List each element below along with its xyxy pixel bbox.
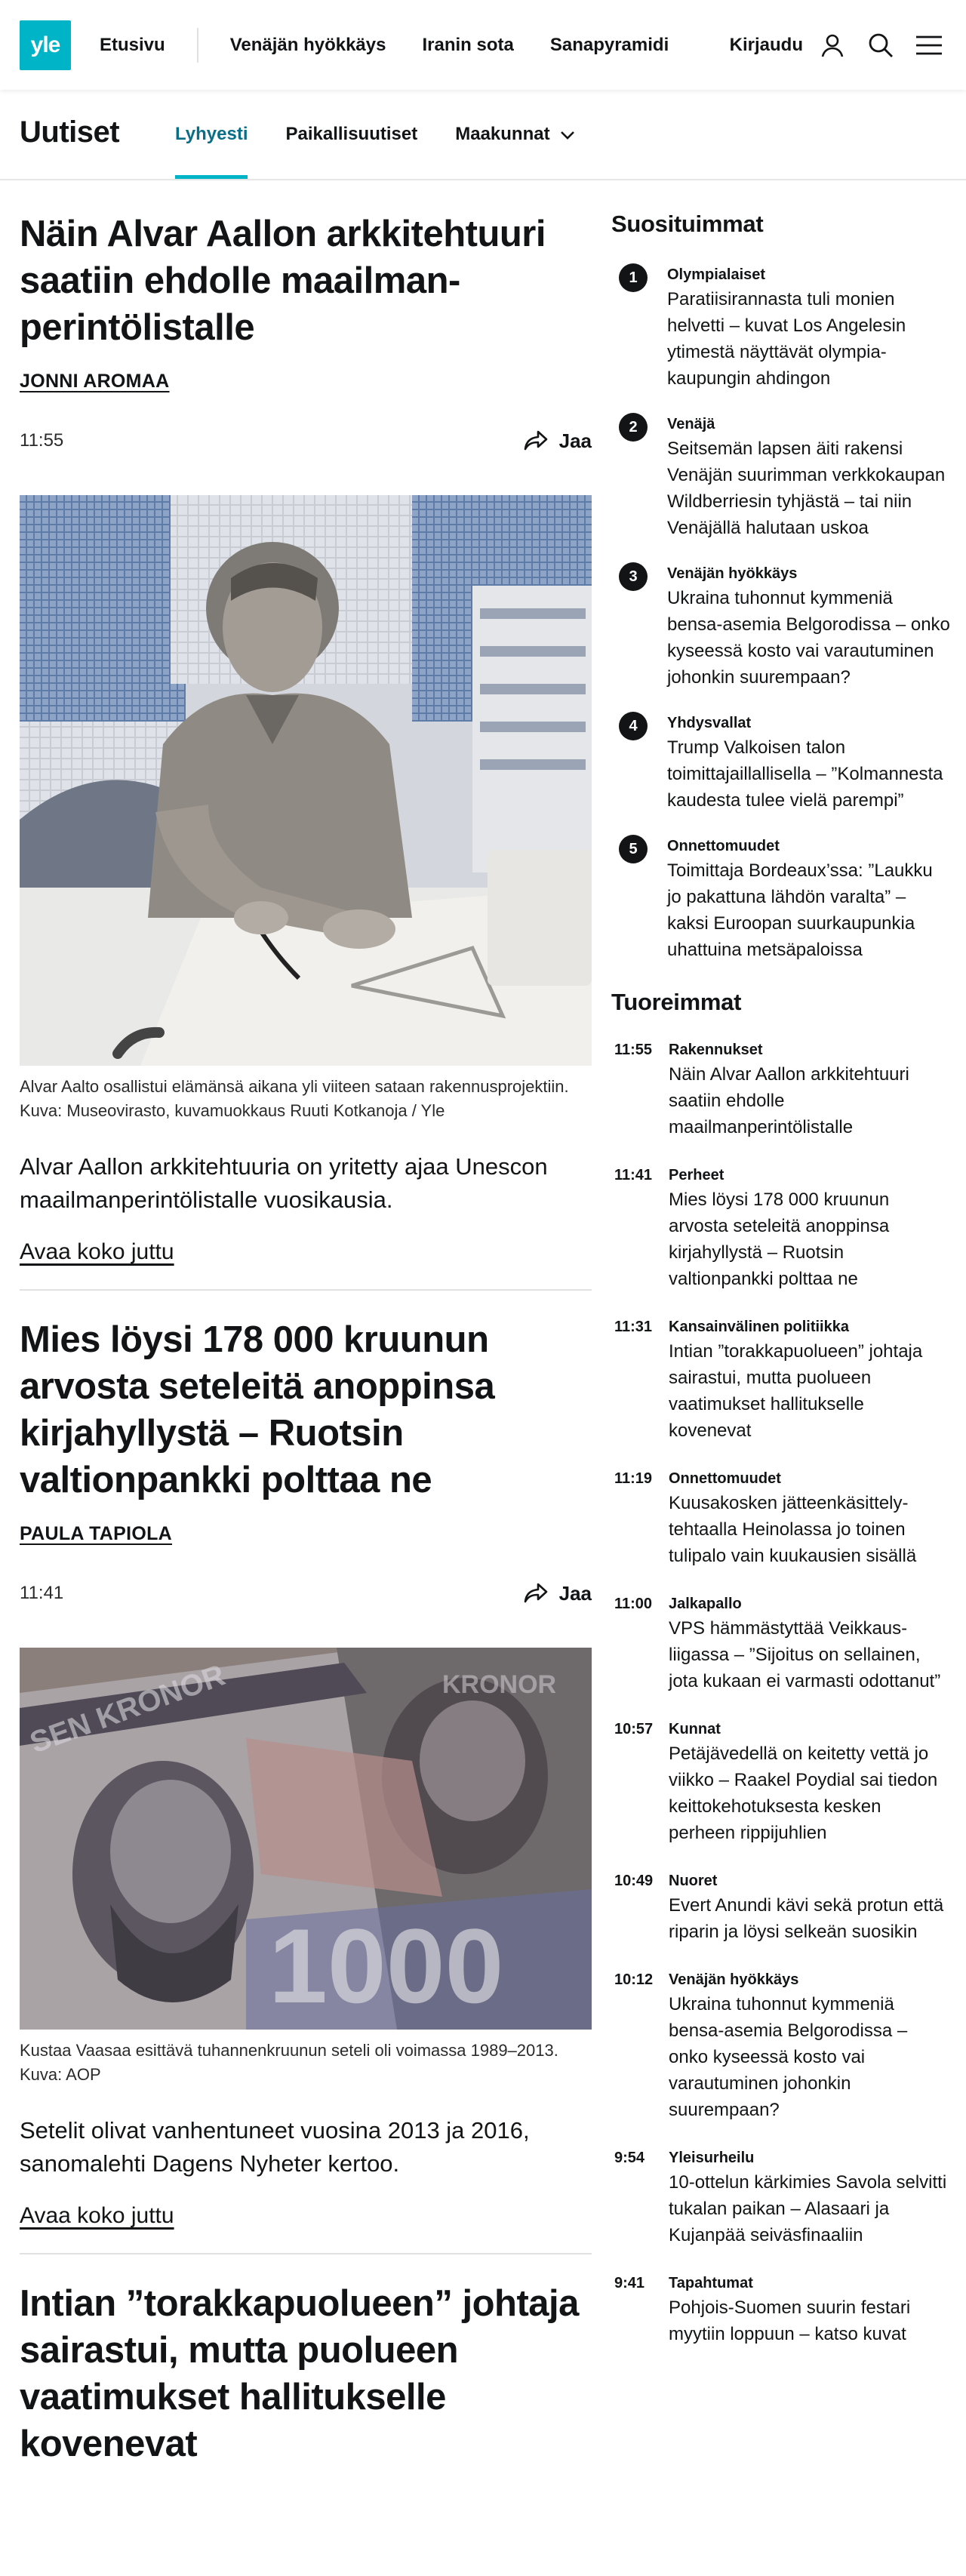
latest-time: 10:12 [614,1971,654,1988]
latest-time: 10:49 [614,1873,654,1889]
section-bar [0,90,966,180]
article-meta [20,1578,592,1608]
svg-text:KRONOR: KRONOR [442,1670,557,1699]
news-article [20,2280,592,2467]
latest-headline[interactable]: 10-ottelun kärkimies Savola selvitti tukalan paikan – Alasaari ja Kujanpää seiväsfinaaliin [669,2172,947,2245]
popular-category: Yhdysvallat [667,715,752,731]
popular-item[interactable] [611,835,951,963]
site-header [0,0,966,90]
chevron-down-icon [559,91,576,180]
latest-headline[interactable]: Mies löysi 178 000 kruunun arvosta seteleitä anoppinsa kirjahyllystä – Ruotsin valtionpankki polttaa ne [669,1190,890,1289]
share-button[interactable] [523,1582,592,1605]
latest-time: 9:41 [614,2275,645,2291]
nav-etusivu[interactable]: Etusivu [100,34,165,55]
news-feed [20,180,592,2467]
latest-category: Jalkapallo [669,1596,742,1612]
popular-category: Venäjän hyökkäys [667,565,798,582]
popular-headline[interactable]: Toimittaja Bordeaux’ssa: ”Laukku jo pakattuna lähdön varalta” – kaksi Euroopan suurkaupunkia uhattuina metsäpaloissa [667,860,933,960]
popular-section [611,180,951,963]
tab-lyhyesti[interactable]: Lyhyesti [175,90,248,179]
sidebar [611,180,951,2371]
read-more-link[interactable]: Avaa koko juttu [20,2203,174,2228]
tab-paikallisuutiset[interactable]: Paikallisuutiset [285,124,418,144]
nav-iranin-sota[interactable]: Iranin sota [422,34,514,55]
latest-item[interactable] [611,1718,951,1846]
yle-logo[interactable]: yle [20,20,71,70]
latest-headline[interactable]: Näin Alvar Aallon arkkitehtuuri saatiin ehdolle maailmanperintölistalle [669,1064,909,1137]
popular-item[interactable] [611,263,951,392]
popular-headline[interactable]: Seitsemän lapsen äiti rakensi Venäjän suurimman verkkokaupan Wildberriesin tyhjästä – tai niin Venäjällä halutaan uskoa [667,439,946,538]
nav-sanapyramidi[interactable]: Sanapyramidi [549,34,669,55]
latest-category: Rakennukset [669,1042,763,1058]
latest-headline[interactable]: Kuusakosken jätteenkäsittelytehtaalla Heinolassa jo toinen tulipalo vain kuukausien sisällä [669,1493,917,1566]
news-article [20,1316,592,2254]
latest-item[interactable] [611,2147,951,2248]
latest-time: 11:41 [614,1167,653,1183]
latest-time: 11:55 [614,1042,653,1058]
read-more-link[interactable]: Avaa koko juttu [20,1239,174,1264]
article-time: 11:55 [20,430,64,451]
svg-text:SEN KRONOR: SEN KRONOR [26,1658,229,1760]
menu-icon[interactable] [909,25,949,66]
article-divider [20,1289,592,1291]
rank-badge: 2 [619,413,648,442]
login-link[interactable]: Kirjaudu [729,34,803,55]
article-title[interactable]: Intian ”torakkapuolueen” johtaja sairastui, mutta puolueen vaatimukset hallitukselle kovenevat [20,2283,579,2464]
popular-heading: Suosituimmat [611,211,764,237]
share-label: Jaa [558,429,592,452]
latest-item[interactable] [611,1467,951,1569]
popular-item[interactable] [611,712,951,814]
latest-category: Nuoret [669,1873,718,1889]
popular-headline[interactable]: Ukraina tuhonnut kymmeniä bensa-asemia Belgorodissa – onko kyseessä kosto vai varautuminen johonkin suurempaan? [667,588,950,688]
tab-maakunnat[interactable] [455,90,575,179]
section-title: Uutiset [20,115,120,149]
article-title[interactable]: Näin Alvar Aallon arkkitehtuuri saatiin ehdolle maailmanperintölistalle [20,214,546,348]
latest-time: 11:19 [614,1470,653,1487]
popular-category: Olympialaiset [667,266,766,283]
article-image-banknotes[interactable] [20,1648,592,2030]
latest-section [611,989,951,2347]
latest-category: Perheet [669,1167,724,1183]
latest-category: Venäjän hyökkäys [669,1971,799,1988]
article-author[interactable]: JONNI AROMAA [20,371,170,392]
latest-time: 11:31 [614,1319,653,1335]
latest-time: 10:57 [614,1721,654,1737]
popular-item[interactable] [611,413,951,541]
popular-category: Onnettomuudet [667,838,780,854]
latest-category: Onnettomuudet [669,1470,781,1487]
rank-badge: 3 [619,562,648,591]
latest-heading: Tuoreimmat [611,989,742,1015]
article-title[interactable]: Mies löysi 178 000 kruunun arvosta seteleitä anoppinsa kirjahyllystä – Ruotsin valtionpankki polttaa ne [20,1319,495,1500]
article-image-caption: Alvar Aalto osallistui elämänsä aikana yli viiteen sataan rakennusprojektiin. Kuva: Museovirasto, kuvamuokkaus Ruuti Kotkanoja / Yle [20,1077,569,1120]
news-article [20,180,592,1291]
latest-item[interactable] [611,1593,951,1694]
latest-item[interactable] [611,1870,951,1945]
search-icon[interactable] [860,25,901,66]
latest-item[interactable] [611,1039,951,1140]
latest-item[interactable] [611,1164,951,1292]
tab-maakunnat-label: Maakunnat [455,124,550,144]
latest-headline[interactable]: VPS hämmästyttää Veikkausliigassa – ”Sijoitus on sellainen, jota kukaan ei varmasti odottanut” [669,1618,941,1691]
latest-category: Yleisurheilu [669,2150,755,2166]
share-label: Jaa [558,1581,592,1605]
main-nav [100,0,705,90]
popular-headline[interactable]: Paratiisirannasta tuli monien helvetti – kuvat Los Angelesin ytimestä näyttävät olympiakaupungin ahdingon [667,289,906,389]
article-lead: Alvar Aallon arkkitehtuuria on yritetty ajaa Unescon maailmanperintölistalle vuosikausia. [20,1153,548,1213]
latest-category: Tapahtumat [669,2275,753,2291]
article-time: 11:41 [20,1583,64,1603]
user-icon[interactable] [812,25,853,66]
latest-item[interactable] [611,2272,951,2347]
article-image-alvar-aalto[interactable] [20,495,592,1066]
header-actions [730,0,949,90]
popular-item[interactable] [611,562,951,691]
article-author[interactable]: PAULA TAPIOLA [20,1523,173,1544]
latest-headline[interactable]: Pohjois-Suomen suurin festari myytiin loppuun – katso kuvat [669,2297,911,2344]
nav-venajan-hyokkays[interactable]: Venäjän hyökkäys [229,34,386,55]
latest-headline[interactable]: Ukraina tuhonnut kymmeniä bensa-asemia Belgorodissa – onko kyseessä kosto vai varautuminen johonkin suurempaan? [669,1994,908,2120]
popular-headline[interactable]: Trump Valkoisen talon toimittajaillallisella – ”Kolmannesta kaudesta tulee vielä parempi” [667,737,943,811]
rank-badge: 5 [619,835,648,863]
rank-badge: 1 [619,263,648,292]
section-tabs [175,90,614,179]
latest-headline[interactable]: Intian ”torakkapuolueen” johtaja sairastui, mutta puolueen vaatimukset hallitukselle kovenevat [669,1341,923,1441]
article-lead: Setelit olivat vanhentuneet vuosina 2013 ja 2016, sanomalehti Dagens Nyheter kertoo. [20,2117,530,2177]
latest-item[interactable] [611,1968,951,2123]
popular-category: Venäjä [667,416,715,432]
latest-item[interactable] [611,1316,951,1444]
nav-divider [197,28,198,63]
latest-time: 9:54 [614,2150,645,2166]
article-meta [20,426,592,456]
article-image-caption: Kustaa Vaasaa esittävä tuhannenkruunun seteli oli voimassa 1989–2013. Kuva: AOP [20,2041,558,2084]
share-icon [523,1582,549,1605]
latest-time: 11:00 [614,1596,653,1612]
latest-category: Kansainvälinen politiikka [669,1319,849,1335]
svg-text:1000: 1000 [269,1907,504,2025]
share-button[interactable] [523,429,592,453]
share-icon [523,429,549,452]
latest-headline[interactable]: Evert Anundi kävi sekä protun että riparin ja löysi selkeän suosikin [669,1895,944,1942]
latest-category: Kunnat [669,1721,721,1737]
rank-badge: 4 [619,712,648,740]
latest-headline[interactable]: Petäjävedellä on keitetty vettä jo viikko – Raakel Poydial sai tiedon keittokehotuksesta kesken perheen rippijuhlien [669,1743,938,1843]
article-divider [20,2253,592,2254]
